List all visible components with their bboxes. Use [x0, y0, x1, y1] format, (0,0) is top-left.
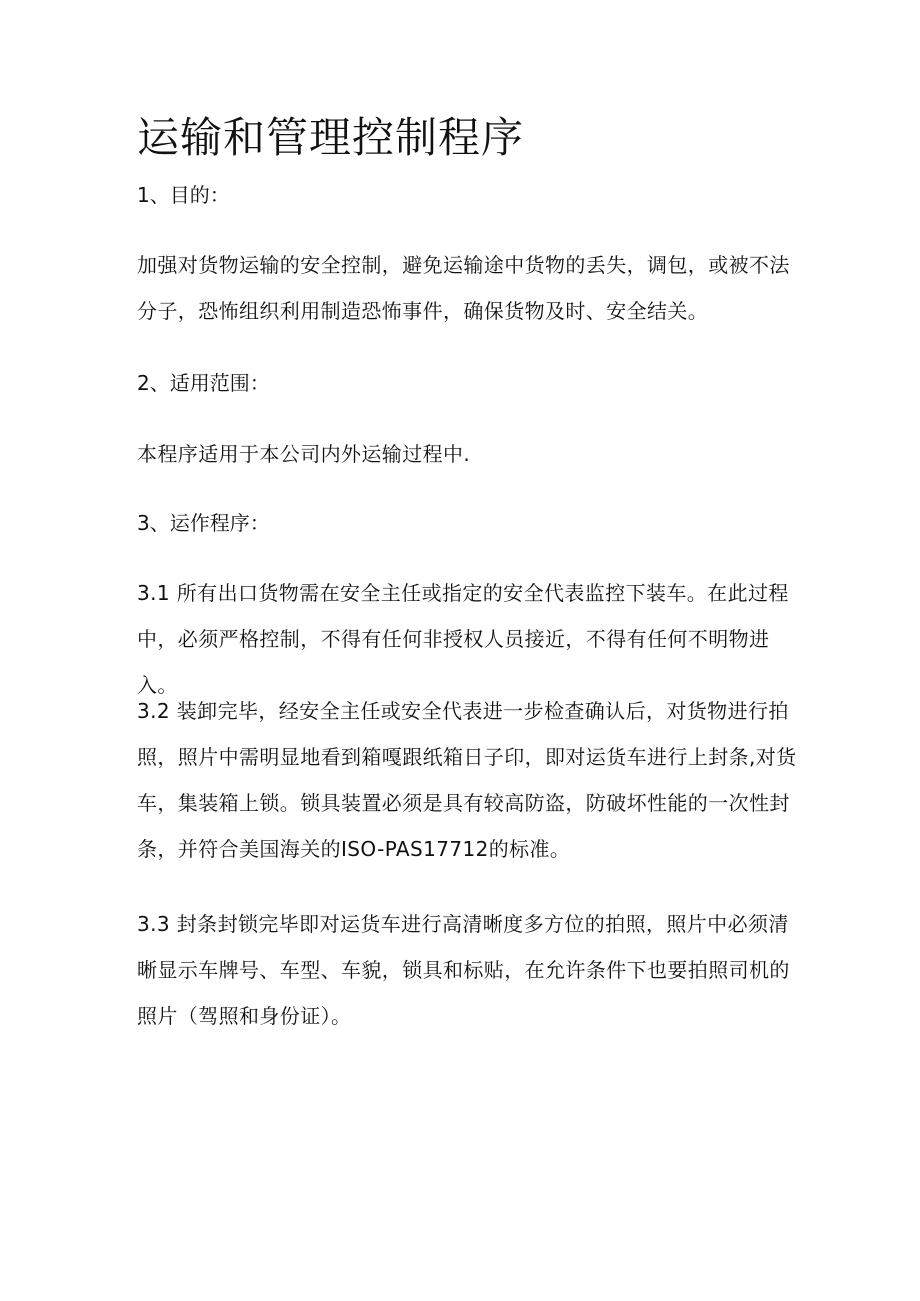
section-3-heading: 3、运作程序：: [137, 511, 270, 535]
section-1-heading: 1、目的：: [137, 183, 230, 207]
section-2-body: 本程序适用于本公司内外运输过程中.: [137, 442, 471, 466]
section-3-item-2: 3.2 装卸完毕，经安全主任或安全代表进一步检查确认后，对货物进行拍照，照片中需明显地看到箱嘎跟纸箱日子印，即对运货车进行上封条,对货车，集装箱上锁。锁具装置必须是具有较高防盗，防破坏性能的一次性封条，并符合美国海关的ISO-PAS17712的标准。: [137, 699, 797, 861]
section-1-body: 加强对货物运输的安全控制，避免运输途中货物的丢失，调包，或被不法分子，恐怖组织利用制造恐怖事件，确保货物及时、安全结关。: [137, 253, 790, 323]
section-3-item-3: 3.3 封条封锁完毕即对运货车进行高清晰度多方位的拍照，照片中必须清晰显示车牌号、车型、车貌，锁具和标贴，在允许条件下也要拍照司机的照片（驾照和身份证）。: [137, 912, 790, 1028]
section-3-item-1: 3.1 所有出口货物需在安全主任或指定的安全代表监控下装车。在此过程中，必须严格控制，不得有任何非授权人员接近，不得有任何不明物进入。: [137, 581, 789, 697]
section-2-heading: 2、适用范围：: [137, 371, 270, 395]
document-title: 运输和管理控制程序: [137, 113, 525, 162]
